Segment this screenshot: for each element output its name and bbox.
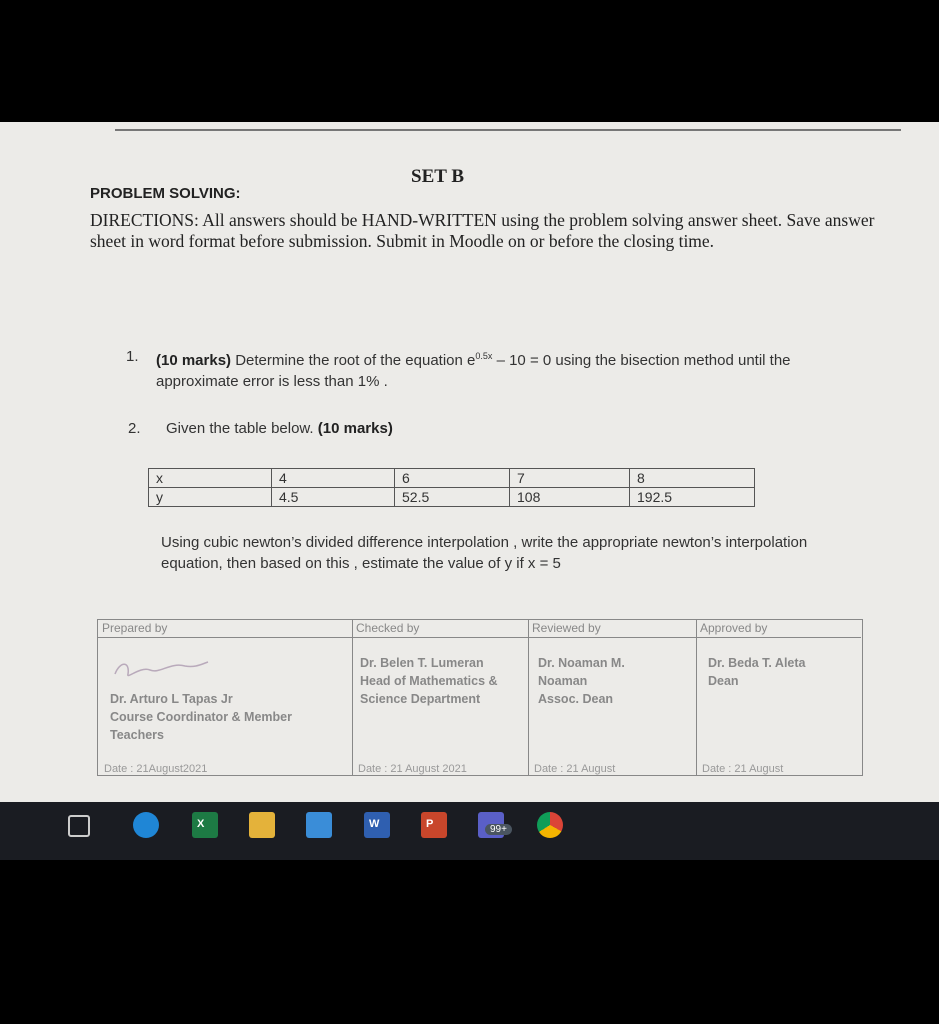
table-cell: 7 — [510, 469, 630, 488]
reviewed-by-header: Reviewed by — [528, 620, 696, 638]
signature-block — [97, 619, 863, 776]
reviewed-by-signee: Dr. Noaman M. Noaman Assoc. Dean — [538, 656, 625, 706]
checked-by-signee: Dr. Belen T. Lumeran Head of Mathematics & Science Department — [360, 656, 498, 706]
store-icon[interactable] — [306, 812, 332, 838]
data-table — [148, 468, 755, 507]
question-1 — [126, 346, 876, 392]
q1-text-a: Determine the root of the equation — [235, 352, 463, 369]
powerpoint-icon[interactable]: P — [421, 812, 447, 838]
y-label-cell: y — [149, 488, 272, 507]
word-icon[interactable]: W — [364, 812, 390, 838]
chrome-icon[interactable] — [537, 812, 563, 838]
question-2 — [128, 418, 393, 439]
problem-heading: PROBLEM SOLVING: — [90, 185, 241, 202]
q1-equation: $e^{0.5x}$ — [467, 351, 493, 369]
table-cell: 6 — [395, 469, 510, 488]
task-view-icon[interactable] — [68, 815, 90, 837]
table-cell: 108 — [510, 488, 630, 507]
approved-by-date: Date : 21 August — [702, 763, 784, 775]
approved-by-signee: Dr. Beda T. Aleta Dean — [708, 656, 806, 688]
prepared-by-column — [98, 620, 353, 775]
q2-marks: (10 marks) — [317, 420, 393, 437]
q1-number: 1. — [126, 348, 139, 365]
table-cell: 192.5 — [630, 488, 755, 507]
table-row — [149, 469, 755, 488]
q1-threshold: 1% . — [357, 373, 388, 390]
q1-marks: (10 marks) — [156, 352, 232, 369]
checked-by-date: Date : 21 August 2021 — [358, 763, 467, 775]
x-label-cell: x — [149, 469, 272, 488]
q1-text-b: – 10 = 0 using the bisection method until the approximate error is less than — [156, 352, 791, 390]
table-cell: 8 — [630, 469, 755, 488]
approved-by-header: Approved by — [696, 620, 861, 638]
q2-text: Given the table below. — [166, 420, 314, 437]
table-cell: 52.5 — [395, 488, 510, 507]
notification-badge: 99+ — [485, 824, 512, 835]
document-page — [0, 122, 939, 802]
q2-instructions: Using cubic newton’s divided difference interpolation , write the appropriate newton’s interpolation equation, then based on this , estimate the value of y if x = 5 — [161, 534, 808, 572]
checked-by-column — [352, 620, 529, 775]
file-explorer-icon[interactable] — [249, 812, 275, 838]
table-cell: 4 — [272, 469, 395, 488]
approved-by-column — [696, 620, 861, 775]
reviewed-by-column — [528, 620, 697, 775]
directions-text: DIRECTIONS: All answers should be HAND-WRITTEN using the problem solving answer sheet. Save answer sheet in word format before submission. Submit in Moodle on or before the closing time. — [90, 210, 875, 251]
reviewed-by-date: Date : 21 August — [534, 763, 616, 775]
checked-by-header: Checked by — [352, 620, 528, 638]
excel-icon[interactable]: X — [192, 812, 218, 838]
table-cell: 4.5 — [272, 488, 395, 507]
table-row — [149, 488, 755, 507]
taskbar — [0, 802, 939, 860]
set-title: SET B — [411, 166, 464, 187]
prepared-by-header: Prepared by — [98, 620, 352, 638]
signature-scribble — [110, 656, 210, 682]
header-rule — [115, 129, 901, 131]
prepared-by-signee: Dr. Arturo L Tapas Jr Course Coordinator & Member Teachers — [110, 692, 292, 742]
edge-icon[interactable] — [133, 812, 159, 838]
q2-number: 2. — [128, 420, 141, 437]
prepared-by-date: Date : 21August2021 — [104, 763, 208, 775]
